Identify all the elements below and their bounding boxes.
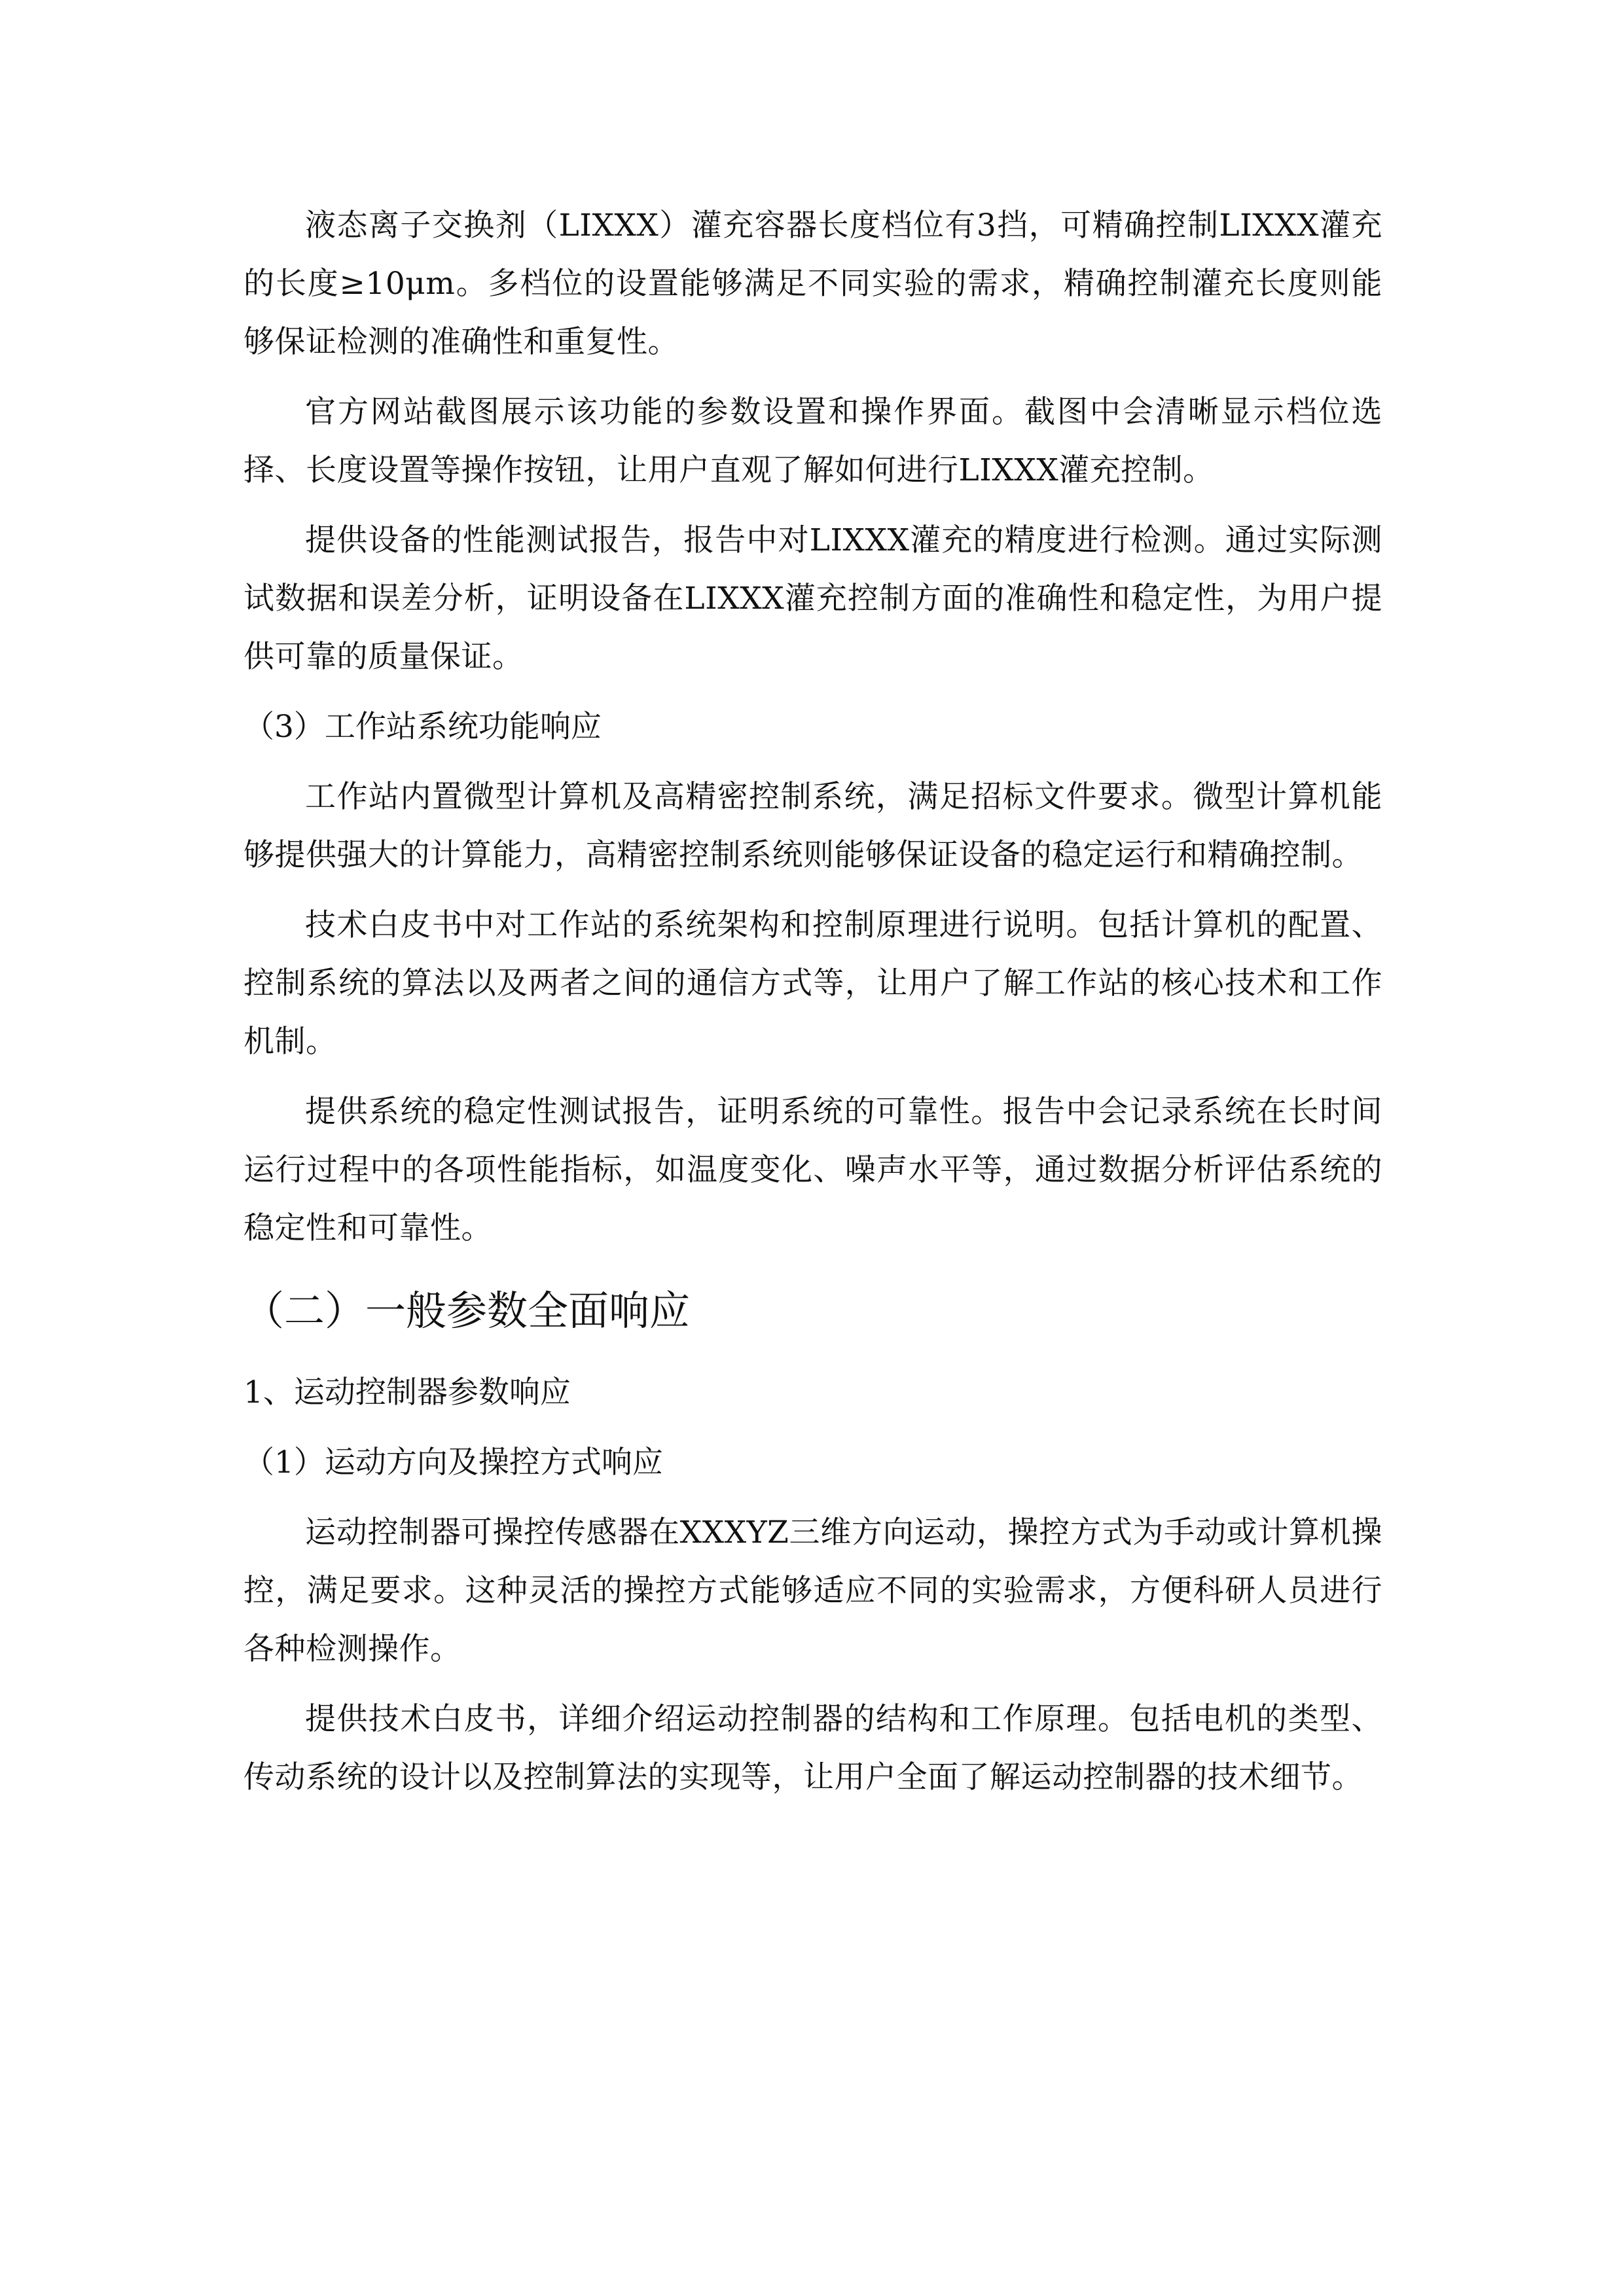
paragraph-whitepaper-architecture: 技术白皮书中对工作站的系统架构和控制原理进行说明。包括计算机的配置、控制系统的算法以及两者之间的通信方式等，让用户了解工作站的核心技术和工作机制。 xyxy=(244,907,1382,1060)
paragraph-performance-report: 提供设备的性能测试报告，报告中对LIXXX灌充的精度进行检测。通过实际测试数据和误差分析，证明设备在LIXXX灌充控制方面的准确性和稳定性，为用户提供可靠的质量保证。 xyxy=(244,522,1382,675)
subheading-workstation-function: （3）工作站系统功能响应 xyxy=(244,709,602,745)
paragraph-website-screenshot: 官方网站截图展示该功能的参数设置和操作界面。截图中会清晰显示档位选择、长度设置等操作按钮，让用户直观了解如何进行LIXXX灌充控制。 xyxy=(244,394,1382,488)
paragraph-workstation-computer: 工作站内置微型计算机及高精密控制系统，满足招标文件要求。微型计算机能够提供强大的计算能力，高精密控制系统则能够保证设备的稳定运行和精确控制。 xyxy=(244,779,1382,873)
document-body xyxy=(244,196,1382,1818)
section-heading-general-parameters: （二）一般参数全面响应 xyxy=(244,1287,691,1335)
paragraph-motion-control-xyz: 运动控制器可操控传感器在XXXYZ三维方向运动，操控方式为手动或计算机操控，满足要求。这种灵活的操控方式能够适应不同的实验需求，方便科研人员进行各种检测操作。 xyxy=(244,1515,1382,1667)
paragraph-stability-report: 提供系统的稳定性测试报告，证明系统的可靠性。报告中会记录系统在长时间运行过程中的各项性能指标，如温度变化、噪声水平等，通过数据分析评估系统的稳定性和可靠性。 xyxy=(244,1094,1382,1246)
paragraph-motion-whitepaper: 提供技术白皮书，详细介绍运动控制器的结构和工作原理。包括电机的类型、传动系统的设计以及控制算法的实现等，让用户全面了解运动控制器的技术细节。 xyxy=(244,1701,1382,1795)
paragraph-lixxx-fill-length: 液态离子交换剂（LIXXX）灌充容器长度档位有3挡，可精确控制LIXXX灌充的长度≥10μm。多档位的设置能够满足不同实验的需求，精确控制灌充长度则能够保证检测的准确性和重复性。 xyxy=(244,207,1382,360)
subheading-motion-direction: （1）运动方向及操控方式响应 xyxy=(244,1444,663,1480)
subheading-motion-controller: 1、运动控制器参数响应 xyxy=(244,1374,571,1410)
